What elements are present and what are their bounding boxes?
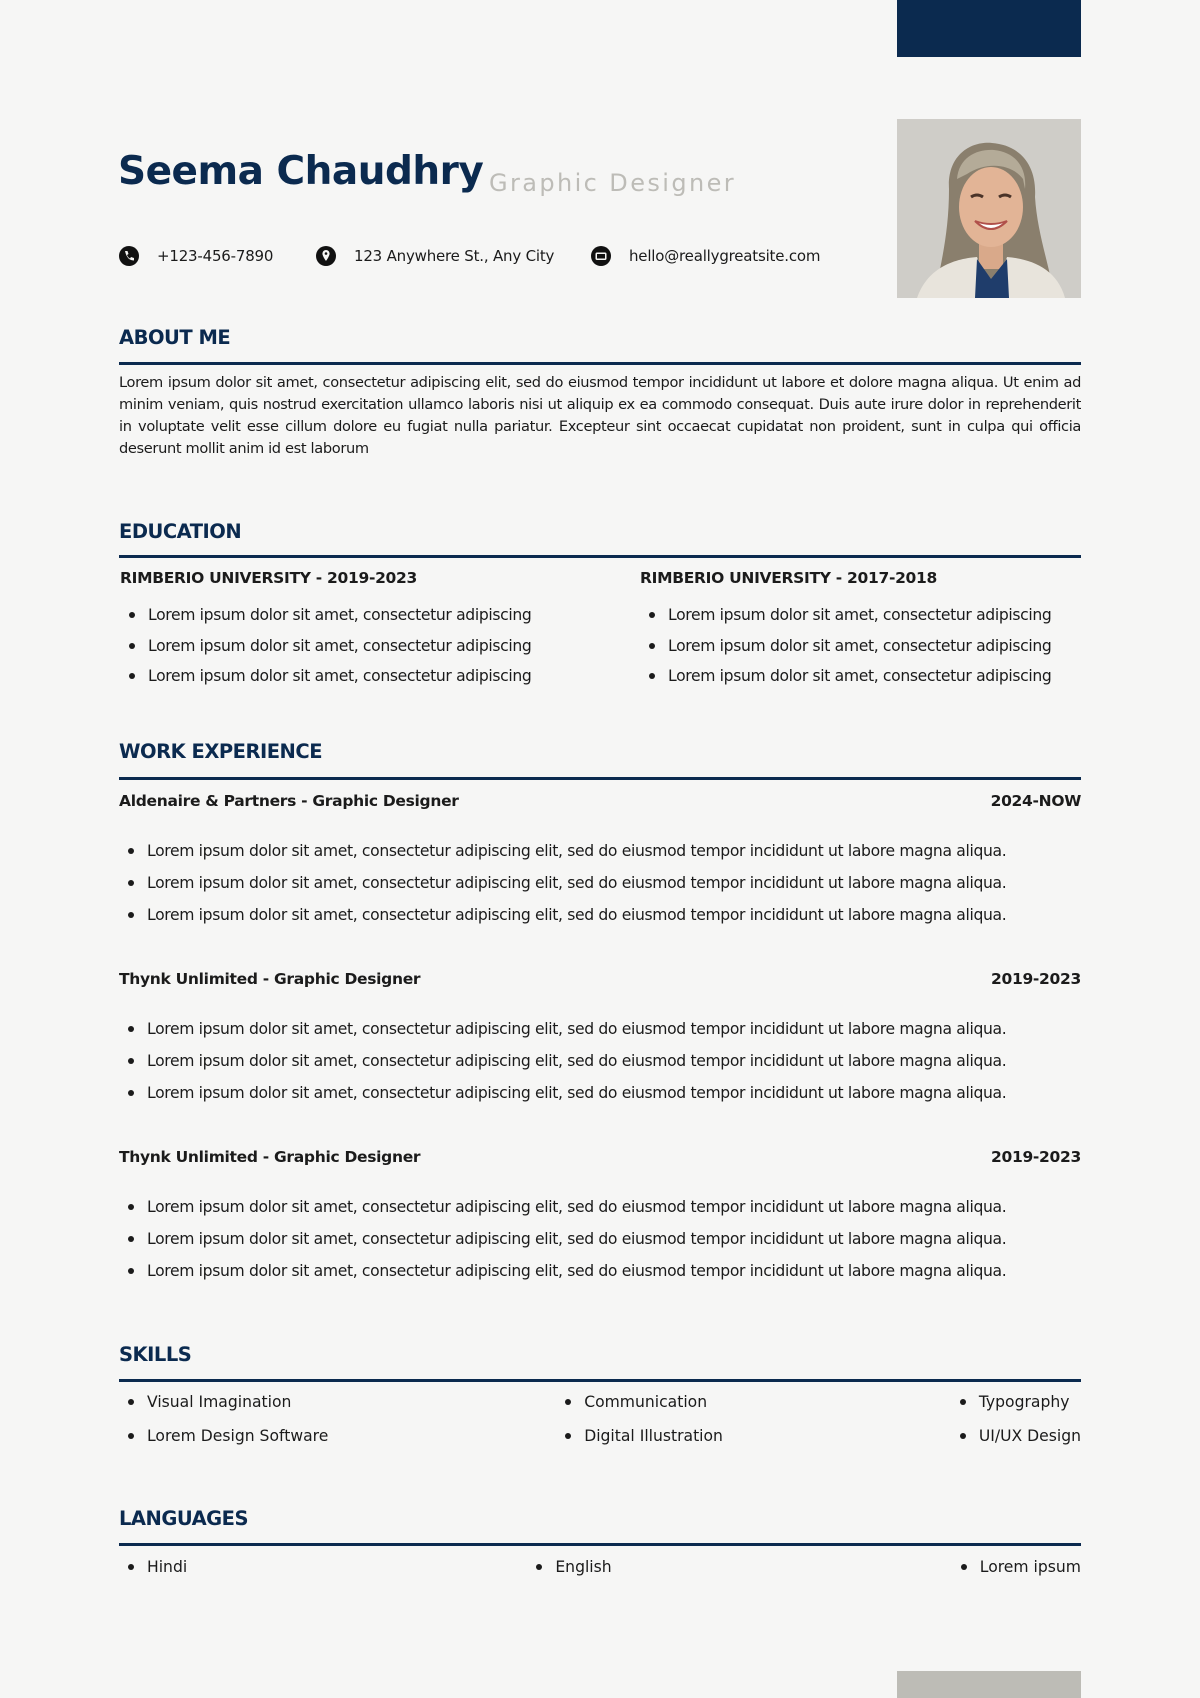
list-item: Lorem ipsum dolor sit amet, consectetur adipiscing elit, sed do eiusmod tempor incididunt ut labore magna aliqua. xyxy=(119,1223,1006,1255)
section-title-work: WORK EXPERIENCE xyxy=(119,740,323,763)
job-period: 2019-2023 xyxy=(990,1148,1081,1166)
skill-item: Digital Illustration xyxy=(556,1419,723,1453)
decorative-bottom-bar xyxy=(897,1671,1081,1698)
skill-item: Lorem Design Software xyxy=(119,1419,328,1453)
section-title-education: EDUCATION xyxy=(119,520,242,543)
education-heading: RIMBERIO UNIVERSITY - 2017-2018 xyxy=(640,569,938,587)
list-item: Lorem ipsum dolor sit amet, consectetur adipiscing elit, sed do eiusmod tempor incididunt ut labore magna aliqua. xyxy=(119,1191,1006,1223)
job-header xyxy=(119,791,1081,811)
list-item: Lorem ipsum dolor sit amet, consectetur adipiscing elit, sed do eiusmod tempor incididunt ut labore magna aliqua. xyxy=(119,835,1006,867)
list-item: Lorem ipsum dolor sit amet, consectetur adipiscing elit, sed do eiusmod tempor incididunt ut labore magna aliqua. xyxy=(119,1013,1006,1045)
list-item: Lorem ipsum dolor sit amet, consectetur adipiscing xyxy=(640,631,1090,662)
portrait-illustration xyxy=(897,119,1081,298)
languages-grid xyxy=(119,1550,1081,1584)
education-entry xyxy=(120,568,590,692)
skill-item: Typography xyxy=(951,1385,1081,1419)
language-item: Hindi xyxy=(119,1550,187,1584)
email-icon xyxy=(590,245,612,267)
language-item: English xyxy=(527,1550,611,1584)
phone-icon xyxy=(118,245,140,267)
list-item: Lorem ipsum dolor sit amet, consectetur adipiscing xyxy=(640,661,1090,692)
job-title: Thynk Unlimited - Graphic Designer xyxy=(119,1148,421,1166)
list-item: Lorem ipsum dolor sit amet, consectetur adipiscing xyxy=(120,600,590,631)
job-bullets xyxy=(119,1013,1006,1109)
section-divider xyxy=(119,1543,1081,1546)
location-pin-icon xyxy=(315,245,337,267)
decorative-top-bar xyxy=(897,0,1081,57)
contact-email xyxy=(590,244,820,268)
section-title-languages: LANGUAGES xyxy=(119,1507,249,1530)
job-period: 2024-NOW xyxy=(990,792,1081,810)
job-title: Graphic Designer xyxy=(489,169,737,197)
section-title-skills: SKILLS xyxy=(119,1343,192,1366)
education-bullets xyxy=(640,600,1090,692)
list-item: Lorem ipsum dolor sit amet, consectetur adipiscing elit, sed do eiusmod tempor incididunt ut labore magna aliqua. xyxy=(119,1077,1006,1109)
contact-address xyxy=(315,244,554,268)
candidate-name: Seema Chaudhry xyxy=(118,149,484,194)
list-item: Lorem ipsum dolor sit amet, consectetur adipiscing elit, sed do eiusmod tempor incididunt ut labore magna aliqua. xyxy=(119,1255,1006,1287)
languages-column xyxy=(952,1550,1081,1584)
job-bullets xyxy=(119,1191,1006,1287)
education-entry xyxy=(640,568,1090,692)
languages-column xyxy=(119,1550,187,1584)
list-item: Lorem ipsum dolor sit amet, consectetur adipiscing xyxy=(120,661,590,692)
about-paragraph: Lorem ipsum dolor sit amet, consectetur adipiscing elit, sed do eiusmod tempor incididunt ut labore et dolore magna aliqua. Ut enim ad minim veniam, quis nostrud exercitation ullamco laboris nisi ut aliquip ex ea commodo consequat. Duis aute irure dolor in reprehenderit in voluptate velit esse cillum dolore eu fugiat nulla pariatur. Excepteur sint occaecat cupidatat non proident, sunt in culpa qui officia deserunt mollit anim id est laborum xyxy=(119,374,1081,457)
section-divider xyxy=(119,777,1081,780)
job-header xyxy=(119,1147,1081,1167)
education-heading: RIMBERIO UNIVERSITY - 2019-2023 xyxy=(120,569,418,587)
job-title: Thynk Unlimited - Graphic Designer xyxy=(119,970,421,988)
email-address[interactable]: hello@reallygreatsite.com xyxy=(629,247,821,265)
section-divider xyxy=(119,555,1081,558)
skill-item: Communication xyxy=(556,1385,723,1419)
skills-column xyxy=(556,1385,723,1453)
section-divider xyxy=(119,1379,1081,1382)
skill-item: UI/UX Design xyxy=(951,1419,1081,1453)
job-period: 2019-2023 xyxy=(990,970,1081,988)
job-header xyxy=(119,969,1081,989)
profile-photo xyxy=(897,119,1081,298)
section-title-about: ABOUT ME xyxy=(119,326,231,349)
job-title: Aldenaire & Partners - Graphic Designer xyxy=(119,792,459,810)
list-item: Lorem ipsum dolor sit amet, consectetur adipiscing xyxy=(120,631,590,662)
skills-column xyxy=(951,1385,1081,1453)
phone-number: +123-456-7890 xyxy=(157,247,274,265)
address-text: 123 Anywhere St., Any City xyxy=(354,247,555,265)
education-bullets xyxy=(120,600,590,692)
skill-item: Visual Imagination xyxy=(119,1385,328,1419)
skills-column xyxy=(119,1385,328,1453)
list-item: Lorem ipsum dolor sit amet, consectetur adipiscing elit, sed do eiusmod tempor incididunt ut labore magna aliqua. xyxy=(119,867,1006,899)
languages-column xyxy=(527,1550,611,1584)
section-divider xyxy=(119,362,1081,365)
job-bullets xyxy=(119,835,1006,931)
list-item: Lorem ipsum dolor sit amet, consectetur adipiscing elit, sed do eiusmod tempor incididunt ut labore magna aliqua. xyxy=(119,1045,1006,1077)
list-item: Lorem ipsum dolor sit amet, consectetur adipiscing xyxy=(640,600,1090,631)
list-item: Lorem ipsum dolor sit amet, consectetur adipiscing elit, sed do eiusmod tempor incididunt ut labore magna aliqua. xyxy=(119,899,1006,931)
contact-phone xyxy=(118,244,273,268)
language-item: Lorem ipsum xyxy=(952,1550,1081,1584)
skills-grid xyxy=(119,1385,1081,1453)
